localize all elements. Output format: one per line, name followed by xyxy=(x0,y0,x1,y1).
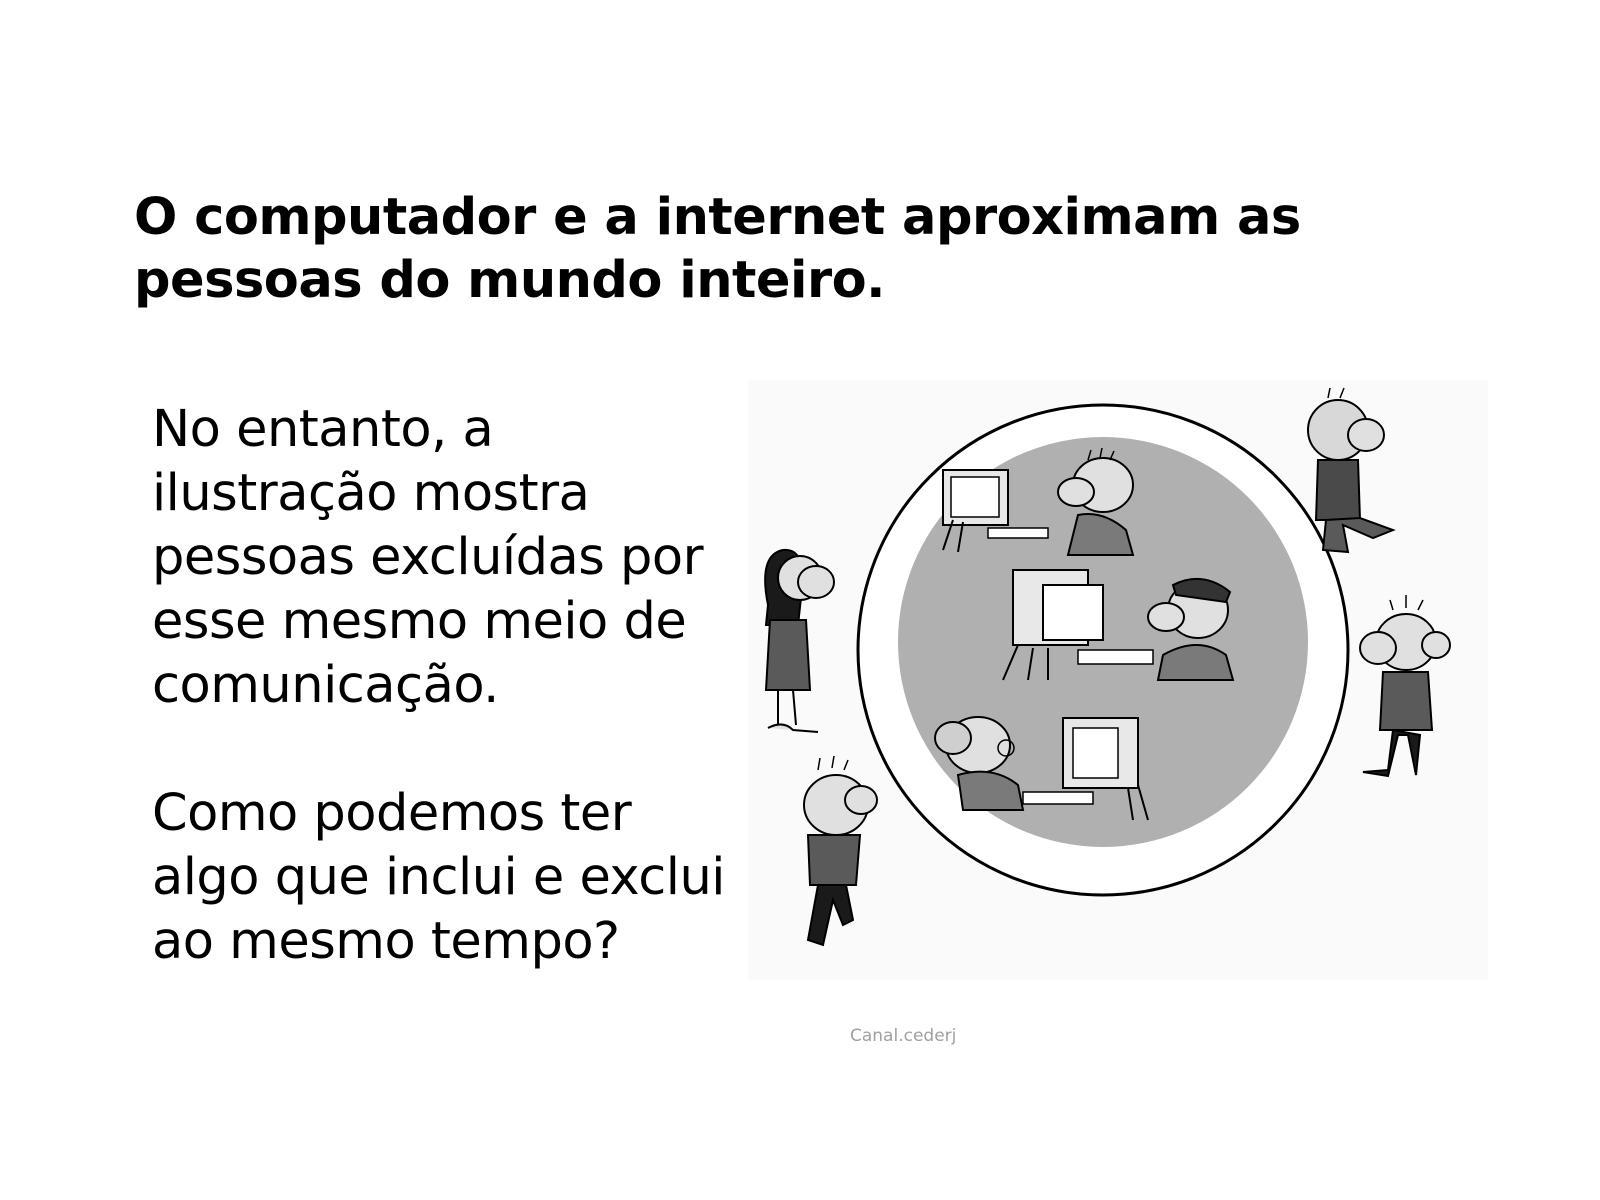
body-text xyxy=(152,398,732,974)
image-credit: Canal.cederj xyxy=(850,1026,957,1046)
slide-title: O computador e a internet aproximam as pessoas do mundo inteiro. xyxy=(134,188,1301,310)
body-paragraph-1: No entanto, a ilustração mostra pessoas excluídas por esse mesmo meio de comunicação. xyxy=(152,400,704,715)
body-paragraph-2: Como podemos ter algo que inclui e exclui ao mesmo tempo? xyxy=(152,784,725,971)
inclusion-exclusion-illustration xyxy=(748,380,1488,980)
